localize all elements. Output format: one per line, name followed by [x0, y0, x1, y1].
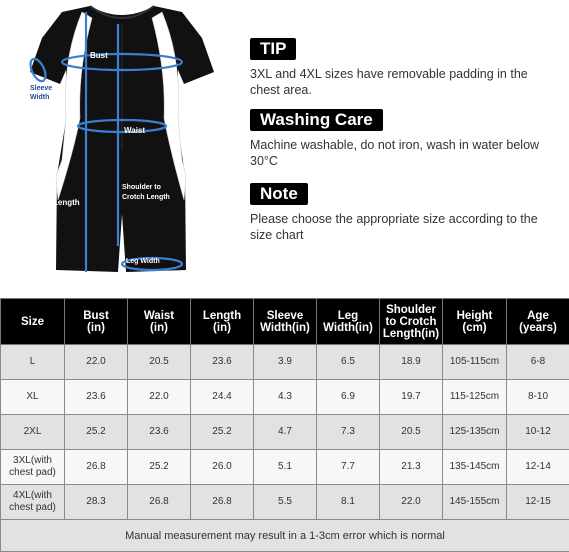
age-cell: 12-14	[507, 450, 569, 485]
table-row	[1, 415, 569, 450]
size-cell	[1, 345, 65, 380]
size-text: 4XL(with	[13, 490, 52, 501]
shoulder-to-crotch-label: Shoulder to Crotch Length	[122, 184, 170, 201]
bust-cell: 25.2	[65, 415, 128, 450]
sleeve-cell: 3.9	[254, 345, 317, 380]
length-cell: 25.2	[191, 415, 254, 450]
tip-title: TIP	[250, 38, 296, 60]
bust-cell: 28.3	[65, 485, 128, 520]
column-header-text: (in)	[87, 321, 105, 334]
height-cell: 105-115cm	[443, 345, 507, 380]
size-cell	[1, 415, 65, 450]
sleeve-width-label: Sleeve Width	[30, 85, 53, 101]
length-cell: 24.4	[191, 380, 254, 415]
length-cell: 26.0	[191, 450, 254, 485]
note-text: Please choose the appropriate size according to the size chart	[250, 212, 538, 242]
age-cell: 12-15	[507, 485, 569, 520]
shoulder-cell: 19.7	[380, 380, 443, 415]
leg-cell: 8.1	[317, 485, 380, 520]
size-text: 3XL(with	[13, 455, 52, 466]
age-cell: 10-12	[507, 415, 569, 450]
waist-cell: 25.2	[128, 450, 191, 485]
table-row	[1, 450, 569, 485]
column-header-text: Length(in)	[382, 327, 440, 340]
size-text: chest pad)	[9, 502, 56, 513]
column-header-text: Leg	[337, 309, 359, 322]
height-cell: 145-155cm	[443, 485, 507, 520]
leg-cell: 6.9	[317, 380, 380, 415]
size-cell	[1, 485, 65, 520]
column-header-text: Waist	[143, 309, 175, 322]
shoulder-cell: 18.9	[380, 345, 443, 380]
column-header-bust	[65, 299, 128, 345]
bust-label: Bust	[90, 51, 108, 60]
waist-cell: 23.6	[128, 415, 191, 450]
size-text: 2XL	[23, 426, 42, 437]
waist-label: Waist	[124, 126, 146, 135]
waist-cell: 20.5	[128, 345, 191, 380]
age-cell: 8-10	[507, 380, 569, 415]
swimsuit-garment	[30, 6, 214, 272]
table-header-row	[1, 299, 569, 345]
height-cell: 135-145cm	[443, 450, 507, 485]
column-header-text: (in)	[213, 321, 231, 334]
length-label: Length	[53, 198, 80, 207]
sleeve-cell: 4.3	[254, 380, 317, 415]
shoulder-cell: 22.0	[380, 485, 443, 520]
leg-cell: 7.7	[317, 450, 380, 485]
column-header-text: Shoulder	[386, 303, 436, 316]
column-header-shoulder	[380, 299, 443, 345]
column-header-text: (years)	[519, 321, 557, 334]
washing-care-title: Washing Care	[250, 109, 383, 131]
column-header-text: (cm)	[462, 321, 487, 334]
size-chart-table	[0, 298, 569, 552]
waist-cell: 26.8	[128, 485, 191, 520]
column-header-age	[507, 299, 569, 345]
washing-care-text: Machine washable, do not iron, wash in water below 30°C	[250, 138, 540, 168]
length-cell: 23.6	[191, 345, 254, 380]
column-header-height	[443, 299, 507, 345]
column-header-text: Size	[20, 315, 44, 328]
tip-text: 3XL and 4XL sizes have removable padding in the chest area.	[250, 67, 528, 97]
waist-cell: 22.0	[128, 380, 191, 415]
note-title: Note	[250, 183, 308, 205]
height-cell: 115-125cm	[443, 380, 507, 415]
leg-cell: 7.3	[317, 415, 380, 450]
washing-care-section	[250, 109, 550, 169]
note-section	[250, 183, 550, 243]
column-header-text: Height	[456, 309, 493, 322]
tip-section	[250, 38, 550, 98]
height-cell: 125-135cm	[443, 415, 507, 450]
column-header-text: Sleeve	[266, 309, 304, 322]
leg-cell: 6.5	[317, 345, 380, 380]
column-header-text: Width(in)	[260, 321, 310, 334]
shoulder-cell: 20.5	[380, 415, 443, 450]
column-header-text: (in)	[150, 321, 168, 334]
shoulder-cell: 21.3	[380, 450, 443, 485]
column-header-text: Bust	[83, 309, 109, 322]
column-header-text: Age	[527, 309, 549, 322]
sleeve-cell: 5.5	[254, 485, 317, 520]
column-header-text: Length	[202, 309, 242, 322]
bust-cell: 22.0	[65, 345, 128, 380]
table-footer-row	[1, 520, 569, 552]
bust-cell: 23.6	[65, 380, 128, 415]
age-cell: 6-8	[507, 345, 569, 380]
leg-width-label: Leg Width	[126, 258, 160, 265]
sleeve-cell: 5.1	[254, 450, 317, 485]
column-header-size	[1, 299, 65, 345]
size-cell	[1, 450, 65, 485]
column-header-sleeve	[254, 299, 317, 345]
column-header-waist	[128, 299, 191, 345]
table-row	[1, 485, 569, 520]
column-header-leg	[317, 299, 380, 345]
table-row	[1, 380, 569, 415]
column-header-text: to Crotch	[385, 315, 437, 328]
table-row	[1, 345, 569, 380]
measurement-note: Manual measurement may result in a 1-3cm error which is normal	[1, 520, 569, 552]
bust-cell: 26.8	[65, 450, 128, 485]
length-cell: 26.8	[191, 485, 254, 520]
column-header-length	[191, 299, 254, 345]
size-text: XL	[26, 391, 39, 402]
size-text: chest pad)	[9, 467, 56, 478]
size-text: L	[29, 356, 36, 367]
sleeve-cell: 4.7	[254, 415, 317, 450]
size-cell	[1, 380, 65, 415]
column-header-text: Width(in)	[323, 321, 373, 334]
swimsuit-diagram	[0, 0, 240, 290]
